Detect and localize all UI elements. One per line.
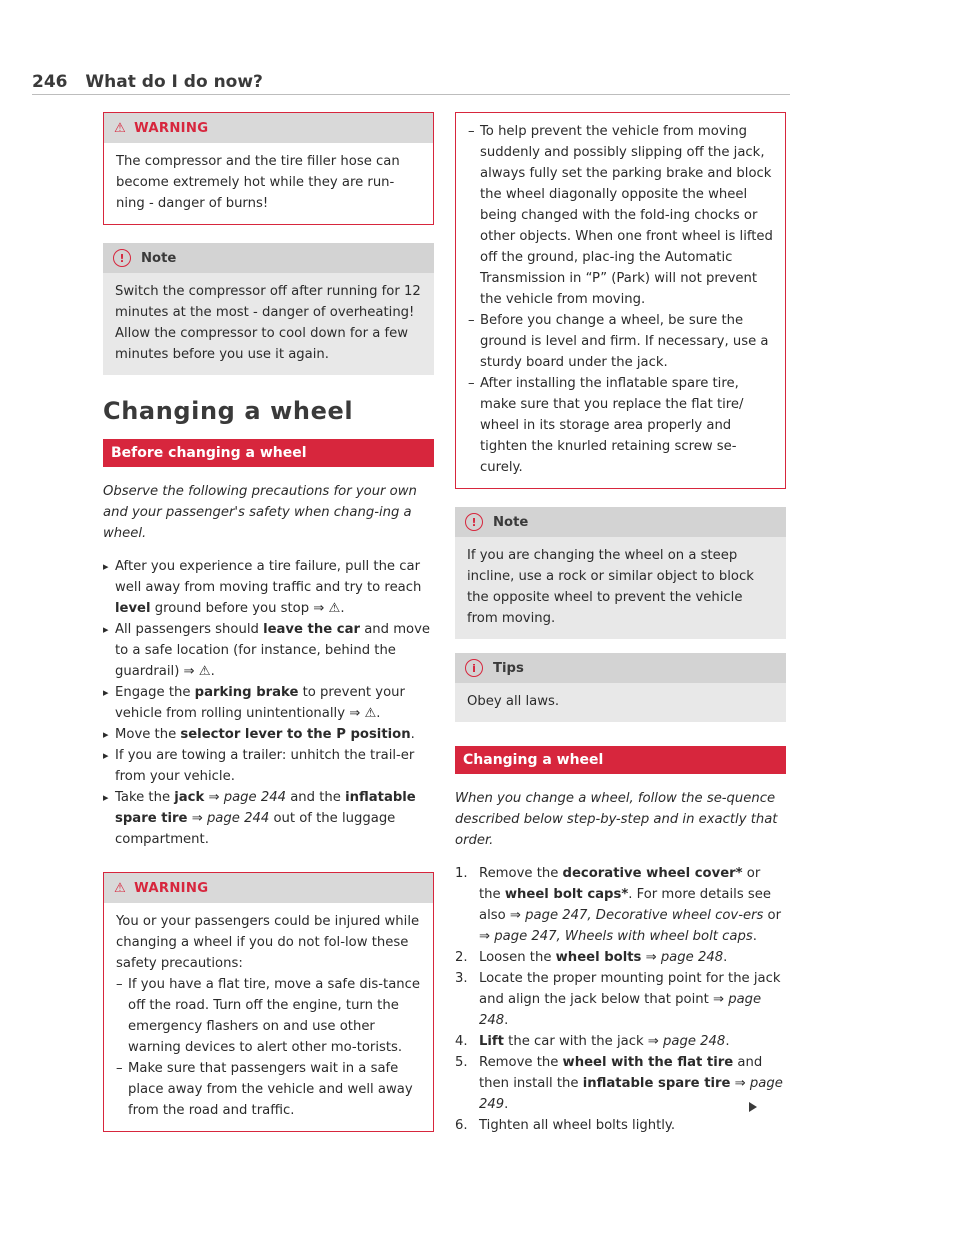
note-text: Switch the compressor off after running for 12 minutes at the most - danger of overheating! Allow the compressor to cool down for a few minutes before you use it again. — [115, 284, 421, 362]
tips-title: Tips — [493, 660, 524, 676]
note-title: Note — [141, 250, 177, 266]
list-item: ▸ Move the selector lever to the P position. — [103, 724, 434, 745]
warning-title: WARNING — [134, 880, 209, 896]
step-item: 3. Locate the proper mounting point for the jack and align the jack below that point ⇒ page 248. — [455, 971, 781, 1028]
warning-triangle-icon: ⚠ — [114, 880, 127, 896]
warning-item: – If you have a flat tire, move a safe dis-tance off the road. Turn off the engine, turn the emergency flashers on and use other warning devices to alert other mo-torists. — [116, 974, 421, 1058]
left-column — [103, 112, 434, 1150]
warning-title: WARNING — [134, 120, 209, 136]
page-header — [32, 72, 790, 95]
note-title: Note — [493, 514, 529, 530]
chapter-title: What do I do now? — [85, 72, 263, 92]
intro-text: Observe the following precautions for your own and your passenger's safety when chang-ing a wheel. — [103, 484, 417, 541]
page-number: 246 — [32, 72, 68, 92]
section-heading: Changing a wheel — [103, 397, 354, 425]
continue-arrow-icon — [749, 1102, 757, 1112]
note-text: If you are changing the wheel on a steep incline, use a rock or similar object to block the opposite wheel to prevent the vehicle from moving. — [467, 548, 754, 626]
warning-box-compressor — [103, 112, 434, 225]
step-item: 6. Tighten all wheel bolts lightly. — [455, 1118, 676, 1133]
warning-item: – Make sure that passengers wait in a safe place away from the vehicle and well away from the road and traffic. — [116, 1058, 421, 1121]
note-icon: ! — [465, 513, 483, 531]
note-icon: ! — [113, 249, 131, 267]
info-icon: i — [465, 659, 483, 677]
warning-triangle-icon: ⚠ — [114, 120, 127, 136]
note-box-compressor — [103, 243, 434, 375]
steps-list — [455, 863, 786, 1136]
right-column — [455, 112, 786, 1136]
step-item: 5. Remove the wheel with the flat tire and then install the inflatable spare tire ⇒ page 249. — [455, 1055, 783, 1112]
warning-box-continued — [455, 112, 786, 489]
step-item: 4. Lift the car with the jack ⇒ page 248. — [455, 1034, 730, 1049]
step-item: 1. Remove the decorative wheel cover* or the wheel bolt caps*. For more details see also ⇒ page 247, Decorative wheel cov-ers or ⇒ page 247, Wheels with wheel bolt caps. — [455, 866, 782, 944]
intro-text: When you change a wheel, follow the se-quence described below step-by-step and in exactly that order. — [455, 791, 778, 848]
tips-box — [455, 653, 786, 722]
list-item: ▸ If you are towing a trailer: unhitch the trail-er from your vehicle. — [103, 745, 434, 787]
note-box-incline — [455, 507, 786, 639]
tips-text: Obey all laws. — [467, 694, 560, 709]
step-item: 2. Loosen the wheel bolts ⇒ page 248. — [455, 950, 728, 965]
subsection-bar: Changing a wheel — [455, 746, 786, 774]
warning-box-safety — [103, 872, 434, 1132]
warning-text: The compressor and the tire filler hose can become extremely hot while they are run-ning - danger of burns! — [116, 154, 400, 211]
warning-item: – To help prevent the vehicle from moving suddenly and possibly slipping off the jack, always fully set the parking brake and block the wheel diagonally opposite the wheel being changed with the fold-ing chocks or other objects. When one front wheel is lifted off the ground, plac-ing the Automatic Transmission in “P” (Park) will not prevent the vehicle from moving. — [468, 121, 773, 310]
warning-text: You or your passengers could be injured while changing a wheel if you do not fol-low these safety precautions: — [116, 914, 420, 971]
list-item: ▸ All passengers should leave the car and move to a safe location (for instance, behind the guardrail) ⇒ ⚠. — [103, 619, 434, 682]
precaution-list — [103, 556, 434, 850]
subsection-bar: Before changing a wheel — [103, 439, 434, 467]
list-item: ▸ Take the jack ⇒ page 244 and the inflatable spare tire ⇒ page 244 out of the luggage compartment. — [103, 787, 434, 850]
list-item: ▸ Engage the parking brake to prevent your vehicle from rolling unintentionally ⇒ ⚠. — [103, 682, 434, 724]
warning-item: – After installing the inflatable spare tire, make sure that you replace the flat tire/ wheel in its storage area properly and tighten the knurled retaining screw se-curely. — [468, 373, 773, 478]
list-item: ▸ After you experience a tire failure, pull the car well away from moving traffic and try to reach level ground before you stop ⇒ ⚠. — [103, 556, 434, 619]
warning-item: – Before you change a wheel, be sure the ground is level and firm. If necessary, use a sturdy board under the jack. — [468, 310, 773, 373]
